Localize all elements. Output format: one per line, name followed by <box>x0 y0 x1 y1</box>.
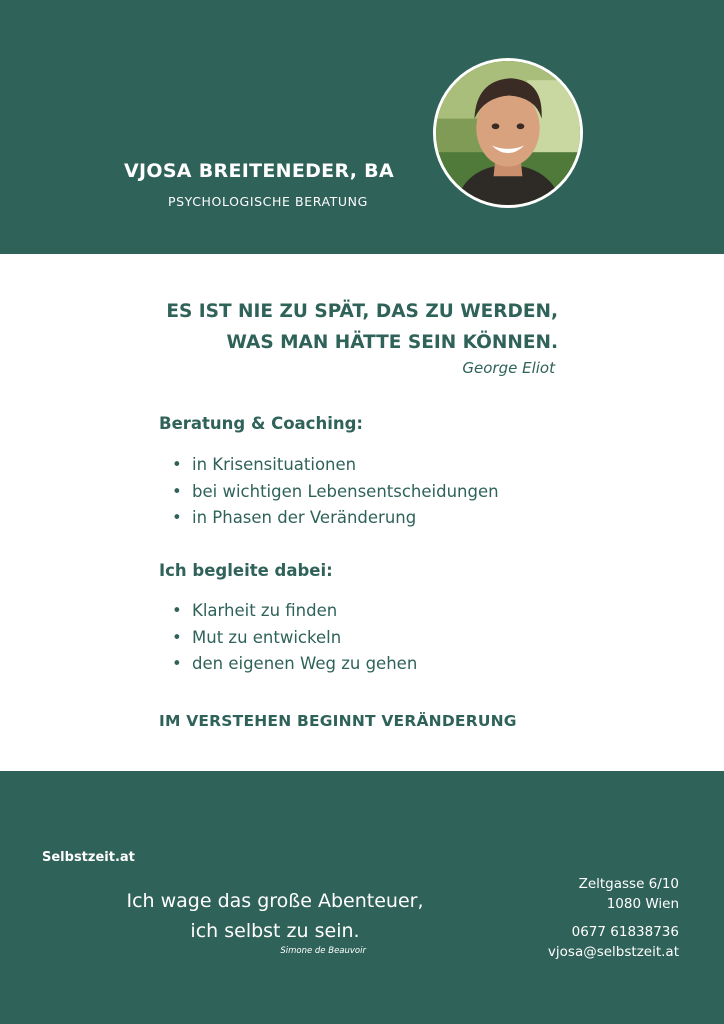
coaching-section-title: Beratung & Coaching: <box>159 414 364 433</box>
footer-quote-line-1: Ich wage das große Abenteuer, <box>126 890 424 912</box>
footer-quote-line-2: ich selbst zu sein. <box>190 920 360 942</box>
headline-quote <box>110 296 558 358</box>
list-item: • bei wichtigen Lebensentscheidungen <box>192 479 499 506</box>
quote-author: George Eliot <box>462 359 555 377</box>
portrait-illustration <box>436 61 580 205</box>
address-city: 1080 Wien <box>606 896 679 912</box>
address-street: Zeltgasse 6/10 <box>578 876 679 892</box>
coaching-list <box>172 452 499 532</box>
motto: IM VERSTEHEN BEGINNT VERÄNDERUNG <box>159 712 517 730</box>
list-item: • in Phasen der Veränderung <box>192 505 499 532</box>
headline-quote-line-1: ES IST NIE ZU SPÄT, DAS ZU WERDEN, <box>166 301 558 322</box>
portrait-photo <box>433 58 583 208</box>
footer-quote-author: Simone de Beauvoir <box>280 946 366 956</box>
person-name: VJOSA BREITENEDER, BA <box>124 160 394 182</box>
address <box>579 874 679 914</box>
list-item: • in Krisensituationen <box>192 452 499 479</box>
list-item: • Mut zu entwickeln <box>192 625 417 652</box>
footer-quote <box>90 886 460 946</box>
email-address: vjosa@selbstzeit.at <box>547 944 679 960</box>
person-role: PSYCHOLOGISCHE BERATUNG <box>168 194 368 209</box>
list-item: • den eigenen Weg zu gehen <box>192 651 417 678</box>
support-section-title: Ich begleite dabei: <box>159 561 333 580</box>
list-item: • Klarheit zu finden <box>192 598 417 625</box>
contact <box>548 922 679 962</box>
headline-quote-line-2: WAS MAN HÄTTE SEIN KÖNNEN. <box>226 332 558 353</box>
support-list <box>172 598 417 678</box>
footer <box>0 771 724 1024</box>
header-banner <box>0 0 724 254</box>
phone-number: 0677 61838736 <box>571 924 679 940</box>
website-name: Selbstzeit.at <box>42 850 135 865</box>
